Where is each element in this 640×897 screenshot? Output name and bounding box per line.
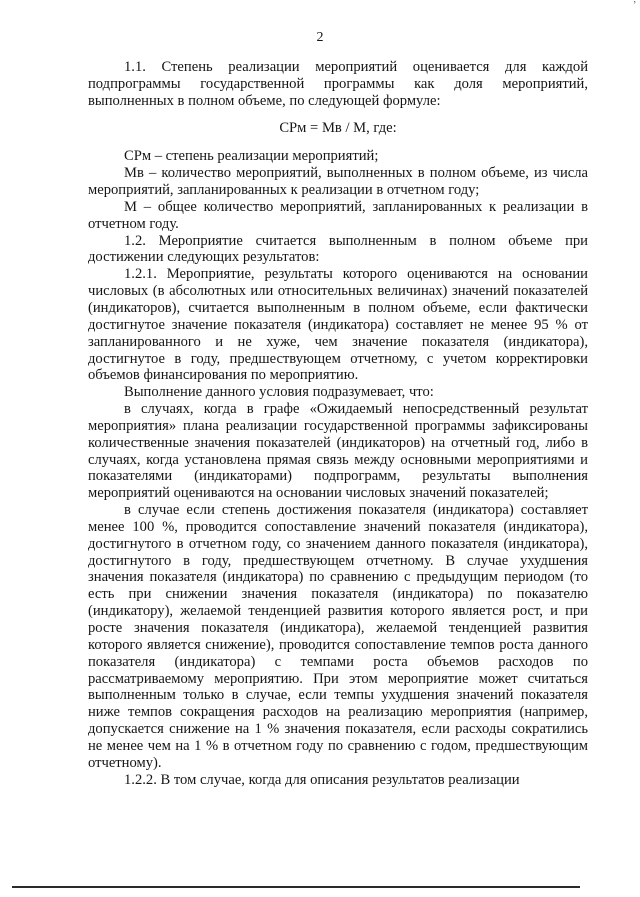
- paragraph-1-2: 1.2. Мероприятие считается выполненным в полном объеме при достижении следующих результатов:: [88, 232, 588, 266]
- paragraph-case-below-100: в случае если степень достижения показателя (индикатора) составляет менее 100 %, проводится сопоставление значений показателя (индикатора), достигнутого в отчетном году, со значением данного показателя (индикатора), достигнутого в году, предшествующем отчетному. В случае ухудшения значения показателя (индикатора) по сравнению с предыдущим периодом (то есть при снижении значения показателя (индикатора) по показателю (индикатору), желаемой тенденцией развития которого является рост, и при росте значения показателя (индикатора), желаемой тенденцией развития которого является снижение), проводится сопоставление темпов роста данного показателя (индикатора) с темпами роста объемов расходов по рассматриваемому мероприятию. При этом мероприятие может считаться выполненным только в случае, если темпы ухудшения значений показателя ниже темпов сокращения расходов на реализацию мероприятия (например, допускается снижение на 1 % значения показателя, если расходы сократились не менее чем на 1 % в отчетном году по сравнению с годом, предшествующим отчетному).: [88, 502, 588, 771]
- definition-srm: СРм – степень реализации мероприятий;: [124, 148, 379, 165]
- page-number: 2: [316, 30, 324, 45]
- paragraph-1-1: 1.1. Степень реализации мероприятий оценивается для каждой подпрограммы государственной программы как доля мероприятий, выполненных в полном объеме, по следующей формуле:: [88, 59, 588, 109]
- paragraph-case-quantitative: в случаях, когда в графе «Ожидаемый непосредственный результат мероприятия» плана реализации государственной программы зафиксированы количественные значения показателей (индикаторов) на отчетный год, либо в случаях, когда установлена прямая связь между основными мероприятиями и показателями (индикаторами) подпрограмм, результаты выполнения мероприятий оцениваются на основании числовых значений показателей;: [88, 401, 588, 502]
- formula: СРм = Мв / М, где:: [279, 119, 397, 136]
- definition-mv: Мв – количество мероприятий, выполненных в полном объеме, из числа мероприятий, запланированных к реализации в отчетном году;: [88, 165, 588, 199]
- paragraph-1-2-2: 1.2.2. В том случае, когда для описания результатов реализации: [124, 771, 520, 788]
- definition-m: М – общее количество мероприятий, запланированных к реализации в отчетном году.: [88, 198, 588, 232]
- document-body: [88, 59, 588, 788]
- paragraph-1-2-1: 1.2.1. Мероприятие, результаты которого оцениваются на основании числовых (в абсолютных или относительных величинах) значений показателей (индикаторов), считается выполненным в полном объеме, если фактически достигнутое значение показателя (индикатора) составляет не менее 95 % от запланированного и не хуже, чем значение показателя (индикатора), достигнутое в году, предшествующем отчетному, с учетом корректировки объемов финансирования по мероприятию.: [88, 266, 588, 384]
- paragraph-condition-intro: Выполнение данного условия подразумевает, что:: [124, 384, 434, 401]
- scan-corner-mark: [634, 0, 637, 5]
- bottom-rule: [12, 886, 580, 888]
